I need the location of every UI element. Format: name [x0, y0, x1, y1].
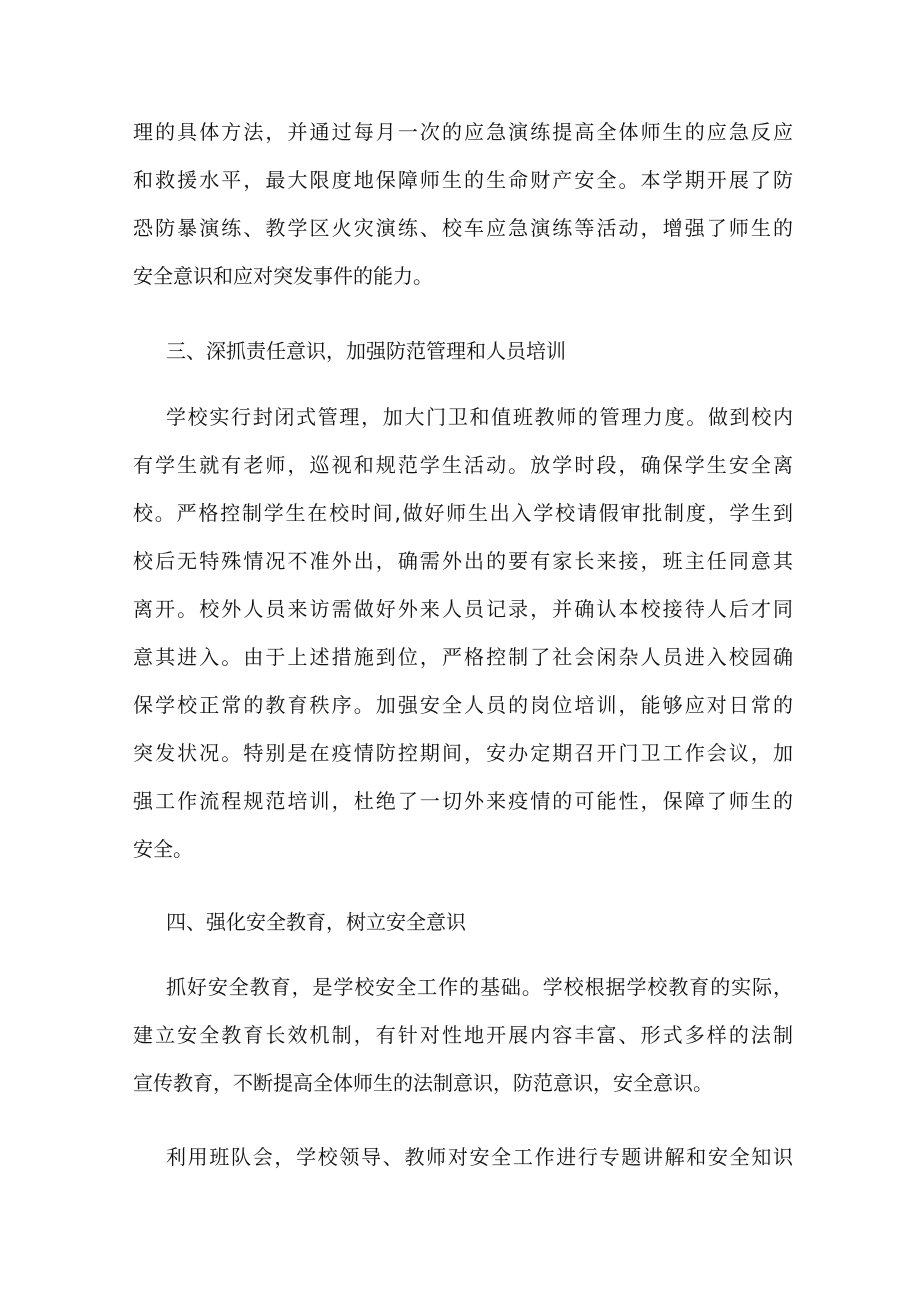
- section-4-para-a-line-2: 建立安全教育长效机制，有针对性地开展内容丰富、形式多样的法制: [133, 1023, 793, 1047]
- section-3-line-1: 学校实行封闭式管理，加大门卫和值班教师的管理力度。做到校内: [166, 405, 793, 429]
- section-3-line-5: 离开。校外人员来访需做好外来人员记录，并确认本校接待人后才同: [133, 597, 793, 621]
- section-4-para-b-line-1: 利用班队会，学校领导、教师对安全工作进行专题讲解和安全知识: [166, 1145, 793, 1169]
- section-4-para-a-line-3: 宣传教育，不断提高全体师生的法制意识，防范意识，安全意识。: [133, 1071, 713, 1095]
- section-3-heading: 三、深抓责任意识，加强防范管理和人员培训: [166, 339, 566, 363]
- section-3-line-9: 强工作流程规范培训，杜绝了一切外来疫情的可能性，保障了师生的: [133, 789, 793, 813]
- section-4-para-a-line-1: 抓好安全教育，是学校安全工作的基础。学校根据学校教育的实际，: [166, 975, 793, 999]
- section-3-line-2: 有学生就有老师，巡视和规范学生活动。放学时段，确保学生安全离: [133, 453, 793, 477]
- paragraph-1-line-3: 恐防暴演练、教学区火灾演练、校车应急演练等活动，增强了师生的: [133, 216, 793, 240]
- paragraph-1-line-2: 和救援水平，最大限度地保障师生的生命财产安全。本学期开展了防: [133, 168, 793, 192]
- section-3-line-4: 校后无特殊情况不准外出，确需外出的要有家长来接，班主任同意其: [133, 549, 793, 573]
- section-3-line-3: 校。严格控制学生在校时间,做好师生出入学校请假审批制度，学生到: [133, 501, 793, 525]
- section-3-line-8: 突发状况。特别是在疫情防控期间，安办定期召开门卫工作会议，加: [133, 741, 793, 765]
- section-3-line-10: 安全。: [133, 837, 193, 861]
- section-3-line-6: 意其进入。由于上述措施到位，严格控制了社会闲杂人员进入校园确: [133, 645, 793, 669]
- section-3-line-7: 保学校正常的教育秩序。加强安全人员的岗位培训，能够应对日常的: [133, 693, 793, 717]
- paragraph-1-line-4: 安全意识和应对突发事件的能力。: [133, 264, 433, 288]
- paragraph-1-line-1: 理的具体方法，并通过每月一次的应急演练提高全体师生的应急反应: [133, 120, 793, 144]
- section-4-heading: 四、强化安全教育，树立安全意识: [166, 910, 466, 934]
